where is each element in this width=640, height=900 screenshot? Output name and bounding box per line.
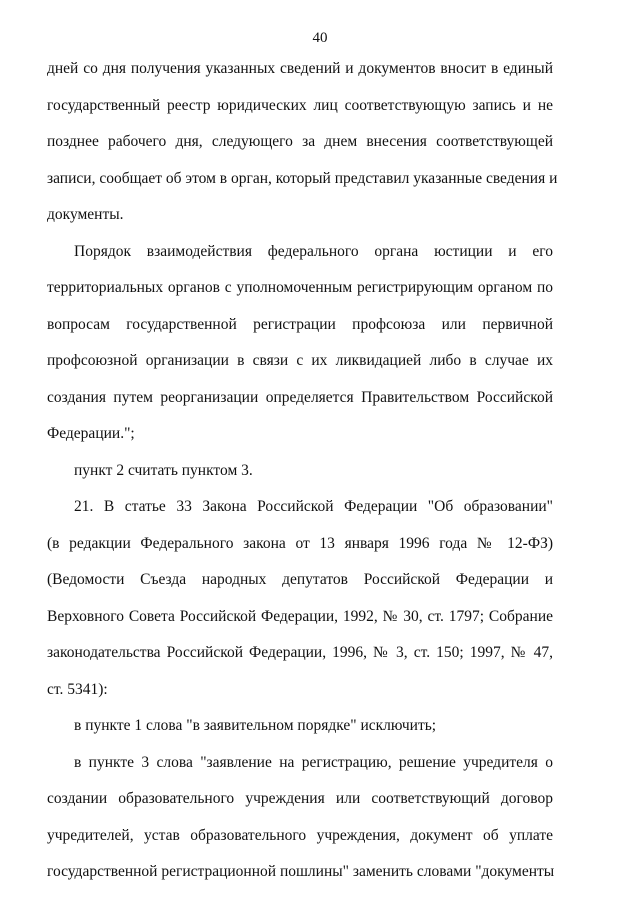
text-line: создании образовательного учреждения или соответствующий договор <box>47 790 553 807</box>
text-line: учредителей, устав образовательного учреждения, документ об уплате <box>47 826 553 844</box>
paragraph <box>47 57 558 240</box>
text-line: Порядок взаимодействия федерального органа юстиции и его <box>74 242 553 260</box>
paragraph <box>47 714 553 751</box>
document-body <box>47 57 558 897</box>
text-line: ст. 5341): <box>47 680 108 698</box>
paragraph <box>47 459 553 496</box>
text-line: Федерации."; <box>47 425 135 442</box>
text-line: 21. В статье 33 Закона Российской Федерации "Об образовании" <box>74 498 553 515</box>
text-line: записи, сообщает об этом в орган, который представил указанные сведения и <box>47 169 558 187</box>
text-line: в пункте 1 слова "в заявительном порядке" исключить; <box>74 717 437 734</box>
text-line: (Ведомости Съезда народных депутатов Российской Федерации и <box>47 571 553 588</box>
text-line: законодательства Российской Федерации, 1996, № 3, ст. 150; 1997, № 47, <box>47 644 553 661</box>
text-line: пункт 2 считать пунктом 3. <box>74 461 253 479</box>
paragraph <box>47 240 553 459</box>
page-number: 40 <box>312 30 328 46</box>
text-line: дней со дня получения указанных сведений и документов вносит в единый <box>47 60 553 77</box>
text-line: вопросам государственной регистрации профсоюза или первичной <box>47 315 553 333</box>
text-line: Верховного Совета Российской Федерации, 1992, № 30, ст. 1797; Собрание <box>47 607 553 625</box>
text-line: территориальных органов с уполномоченным регистрирующим органом по <box>47 279 553 296</box>
text-line: позднее рабочего дня, следующего за днем внесения соответствующей <box>47 133 553 150</box>
text-line: государственный реестр юридических лиц соответствующую запись и не <box>47 96 553 114</box>
text-line: (в редакции Федерального закона от 13 января 1996 года № 12-ФЗ) <box>47 534 553 552</box>
text-line: в пункте 3 слова "заявление на регистрацию, решение учредителя о <box>74 753 553 771</box>
text-line: создания путем реорганизации определяется Правительством Российской <box>47 388 553 406</box>
paragraph <box>47 751 553 897</box>
text-line: профсоюзной организации в связи с их ликвидацией либо в случае их <box>47 352 553 369</box>
paragraph <box>47 495 553 714</box>
text-line: документы. <box>47 206 124 223</box>
text-line: государственной регистрационной пошлины" заменить словами "документы <box>47 863 555 880</box>
